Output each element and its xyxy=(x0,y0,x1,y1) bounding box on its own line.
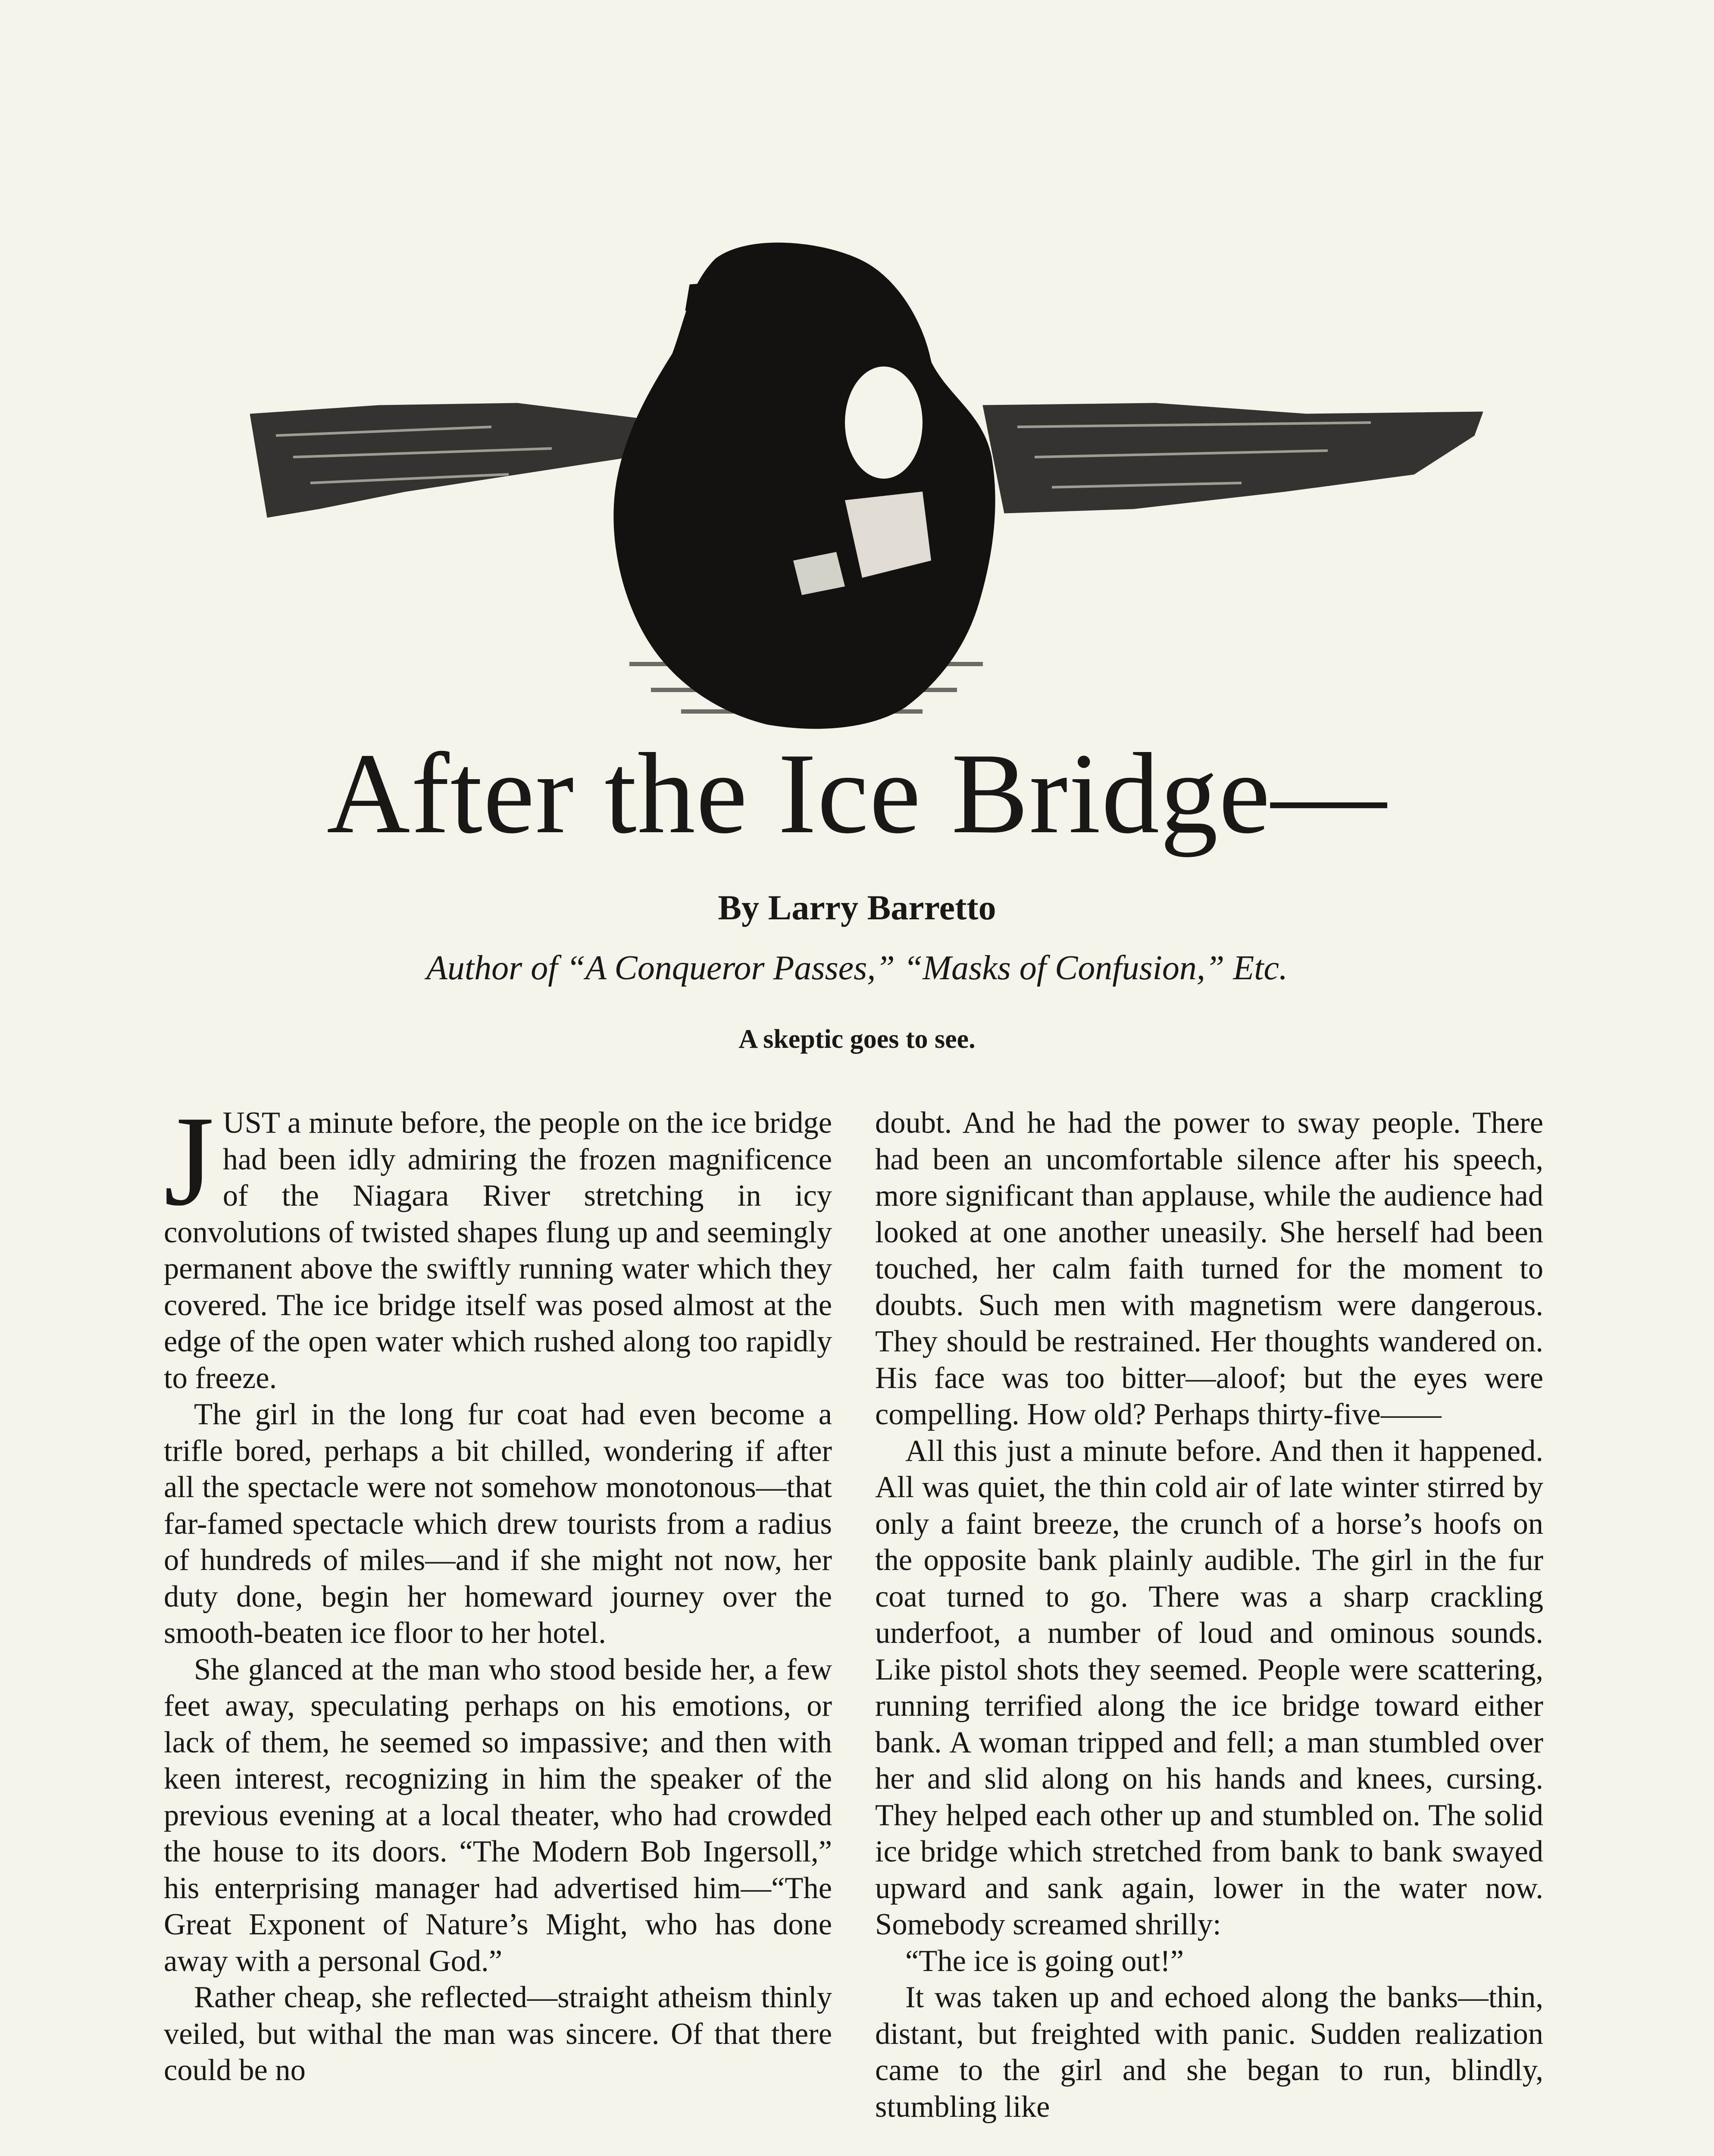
drop-cap: J xyxy=(164,1089,214,1232)
author-credits: Author of “A Conqueror Passes,” “Masks of Confusion,” Etc. xyxy=(426,949,1288,987)
left-column xyxy=(164,1089,832,2089)
paragraph-text: UST a minute before, the people on the ice bridge had been idly admiring the frozen magnificence of the Niagara River stretching in icy convolutions of twisted shapes flung up and seemingly permanent above the swiftly running water which they covered. The ice bridge itself was posed almost at the edge of the open water which rushed along too rapidly to freeze. xyxy=(164,1106,832,1395)
tagline: A skeptic goes to see. xyxy=(738,1025,976,1054)
article-title: After the Ice Bridge— xyxy=(326,729,1388,857)
ice-bridge-illustration xyxy=(250,233,1483,733)
body-paragraph xyxy=(164,1089,832,1396)
body-paragraph: It was taken up and echoed along the banks—thin, distant, but freighted with panic. Sudden realization came to the girl and she began to run, blindly, stumbling like xyxy=(875,1981,1543,2124)
right-column xyxy=(875,1105,1543,2125)
body-paragraph: All this just a minute before. And then it happened. All was quiet, the thin cold air of late winter stirred by only a faint breeze, the crunch of a horse’s hoofs on the opposite bank plainly audible. The girl in the fur coat turned to go. There was a sharp crackling underfoot, a number of loud and ominous sounds. Like pistol shots they seemed. People were scattering, running terrified along the ice bridge toward either bank. A woman tripped and fell; a man stumbled over her and slid along on his hands and knees, cursing. They helped each other up and stumbled on. The solid ice bridge which stretched from bank to bank swayed upward and sank again, lower in the water now. Somebody screamed shrilly: xyxy=(875,1434,1543,1941)
body-paragraph: She glanced at the man who stood beside her, a few feet away, speculating perhaps on his emotions, or lack of them, he seemed so impassive; and then with keen interest, recognizing in him the speaker of the previous evening at a local theater, who had crowded the house to its doors. “The Modern Bob Ingersoll,” his enterprising manager had advertised him—“The Great Exponent of Nature’s Might, who has done away with a personal God.” xyxy=(164,1652,832,1978)
body-paragraph: doubt. And he had the power to sway people. There had been an uncomfortable silence after his speech, more significant than applause, while the audience had looked at one another uneasily. She herself had been touched, her calm faith turned for the moment to doubts. Such men with magnetism were dangerous. They should be restrained. Her thoughts wandered on. His face was too bitter—aloof; but the eyes were compelling. How old? Perhaps thirty-five—— xyxy=(875,1106,1543,1431)
body-paragraph: The girl in the long fur coat had even become a trifle bored, perhaps a bit chilled, wondering if after all the spectacle were not somehow monotonous—that far-famed spectacle which drew tourists from a radius of hundreds of miles—and if she might not now, her duty done, begin her homeward journey over the smooth-beaten ice floor to her hotel. xyxy=(164,1398,832,1650)
body-paragraph: “The ice is going out!” xyxy=(905,1944,1184,1978)
header-illustration xyxy=(250,233,1483,733)
byline: By Larry Barretto xyxy=(718,888,996,927)
body-paragraph: Rather cheap, she reflected—straight atheism thinly veiled, but withal the man was sincere. Of that there could be no xyxy=(164,1981,832,2087)
